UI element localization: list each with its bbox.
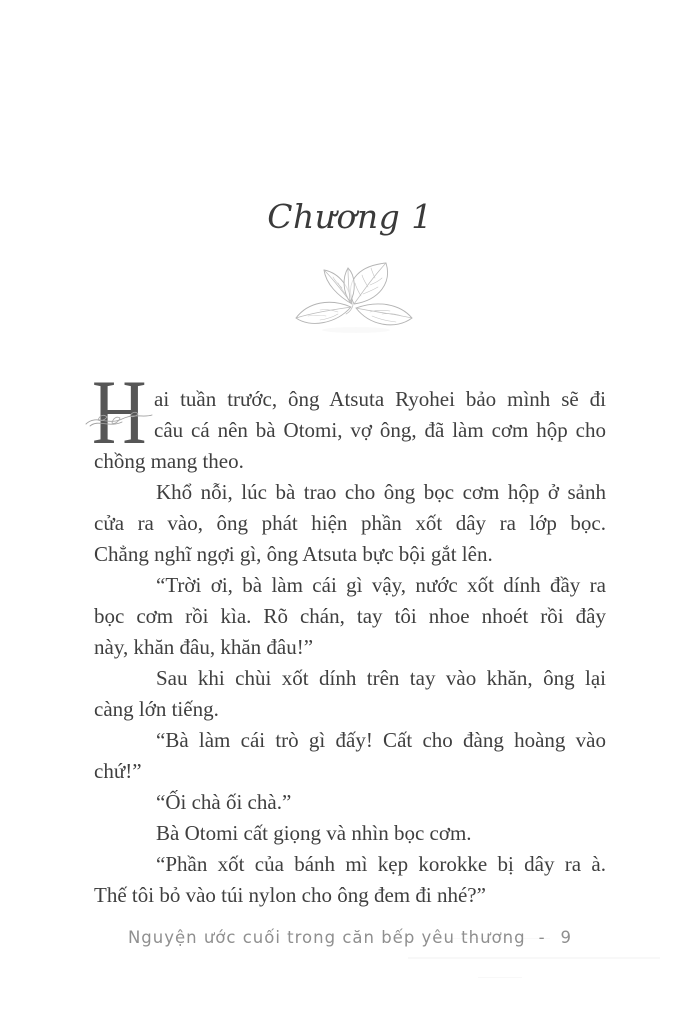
paragraph [94, 570, 606, 663]
text-line: “Bà làm cái trò gì đấy! Cất cho đàng hoàng vào [156, 728, 606, 752]
scan-artifact [408, 957, 660, 959]
text-line: chồng mang theo. [94, 449, 244, 473]
scan-artifact [478, 977, 522, 978]
text-line: cửa ra vào, ông phát hiện phần xốt dây ra lớp bọc. [94, 511, 606, 535]
paragraph [94, 477, 606, 570]
paragraph [94, 787, 606, 818]
text-line: này, khăn đâu, khăn đâu!” [94, 635, 314, 659]
page-number: 9 [560, 928, 573, 947]
text-line: câu cá nên bà Otomi, vợ ông, đã làm cơm hộp cho [154, 418, 606, 442]
vine-ornament-icon [84, 406, 154, 436]
text-line: ai tuần trước, ông Atsuta Ryohei bảo mình sẽ đi [154, 387, 606, 411]
paragraph [94, 725, 606, 787]
scan-artifact [430, 938, 550, 939]
paragraph [94, 384, 606, 477]
footer-book-title: Nguyện ước cuối trong căn bếp yêu thương [127, 928, 526, 947]
text-line: Khổ nỗi, lúc bà trao cho ông bọc cơm hộp ở sảnh [156, 480, 606, 504]
drop-cap: H [92, 361, 147, 463]
mint-leaves-illustration [290, 258, 424, 340]
body-text [94, 384, 606, 911]
paragraph [94, 663, 606, 725]
leaf-sketch-icon [290, 258, 424, 340]
paragraph [94, 849, 606, 911]
text-line: Sau khi chùi xốt dính trên tay vào khăn, ông lại [156, 666, 606, 690]
text-line: “Phần xốt của bánh mì kẹp korokke bị dây ra à. [156, 852, 606, 876]
text-line: chứ!” [94, 759, 142, 783]
footer-separator: - [538, 928, 546, 947]
text-line: “Trời ơi, bà làm cái gì vậy, nước xốt dính đầy ra [156, 573, 606, 597]
chapter-title: Chương 1 [267, 197, 433, 236]
text-line: “Ối chà ối chà.” [156, 790, 292, 814]
text-line: bọc cơm rồi kìa. Rõ chán, tay tôi nhoe nhoét rồi đây [94, 604, 606, 628]
text-line: Bà Otomi cất giọng và nhìn bọc cơm. [156, 821, 472, 845]
text-line: Thế tôi bỏ vào túi nylon cho ông đem đi nhé?” [94, 883, 486, 907]
paragraph [94, 818, 606, 849]
text-line: càng lớn tiếng. [94, 697, 219, 721]
text-line: Chẳng nghĩ ngợi gì, ông Atsuta bực bội gắt lên. [94, 542, 493, 566]
